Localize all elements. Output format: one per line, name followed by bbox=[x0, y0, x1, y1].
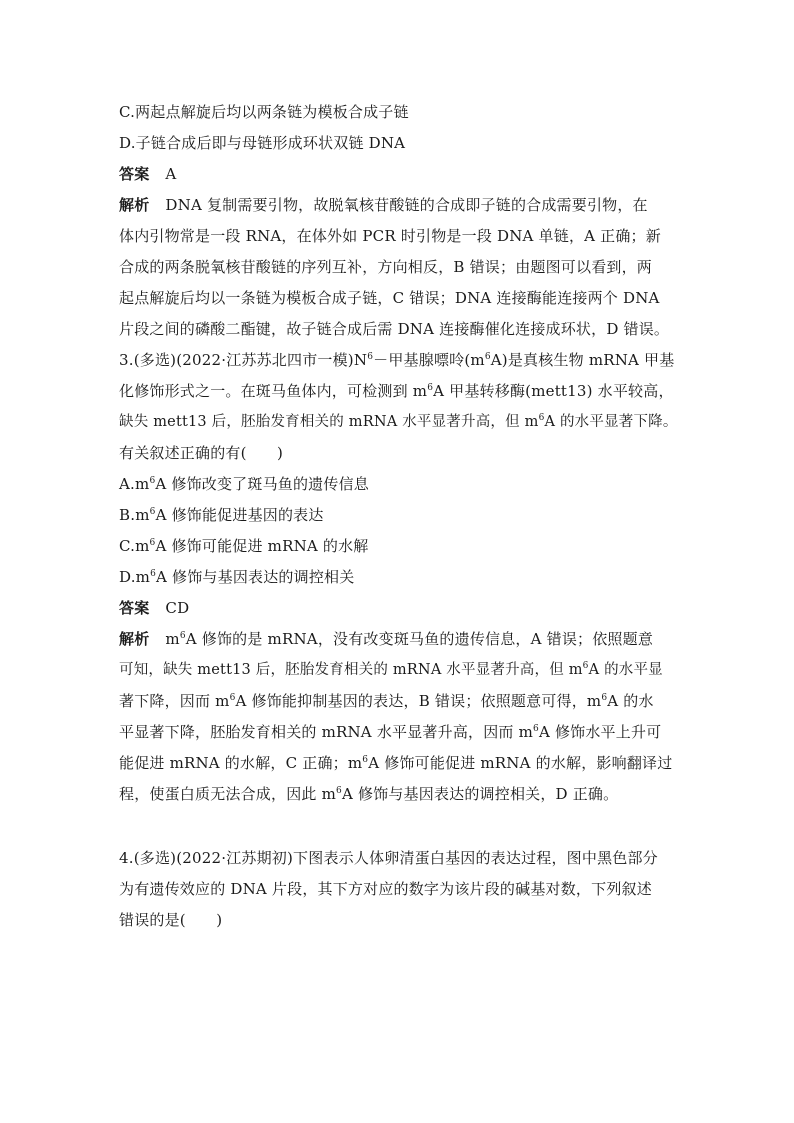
q3-analysis-line: 程，使蛋白质无法合成，因此 $m^6A$ 修饰与基因表达的调控相关，D 正确。 bbox=[119, 785, 619, 803]
q3-answer-line bbox=[119, 598, 679, 618]
q3-stem-line: 有关叙述正确的有( ) bbox=[119, 444, 284, 462]
q4-stem-line: 4.(多选)(2022·江苏期初)下图表示人体卵清蛋白基因的表达过程，图中黑色部分 bbox=[119, 849, 658, 867]
analysis-label: 解析 bbox=[119, 196, 150, 214]
q3-analysis-line: 平显著下降，胚胎发育相关的 mRNA 水平显著升高，因而 $m^6A$ 修饰水平上升可 bbox=[119, 723, 662, 741]
answer-label: 答案 bbox=[119, 599, 150, 617]
answer-label: 答案 bbox=[119, 165, 150, 183]
prev-option-d: D.子链合成后即与母链形成环状双链 DNA bbox=[119, 134, 406, 152]
analysis-label: 解析 bbox=[119, 630, 150, 648]
q3-analysis-line: 能促进 mRNA 的水解，C 正确；$m^6A$ 修饰可能促进 mRNA 的水解，影响翻译过 bbox=[119, 754, 673, 772]
q3-stem-line: 化修饰形式之一。在斑马鱼体内，可检测到 $m^6A$ 甲基转移酶(mett13) 水平较高， bbox=[119, 382, 674, 400]
prev-analysis-text: DNA 复制需要引物，故脱氧核苷酸链的合成即子链的合成需要引物，在 bbox=[165, 196, 648, 214]
prev-analysis-line: 合成的两条脱氧核苷酸链的序列互补，方向相反，B 错误；由题图可以看到，两 bbox=[119, 258, 652, 276]
q3-option-d: $D.m^6A$ 修饰与基因表达的调控相关 bbox=[119, 568, 355, 586]
prev-answer-value: A bbox=[165, 165, 177, 183]
prev-analysis-line: 片段之间的磷酸二酯键，故子链合成后需 DNA 连接酶催化连接成环状，D 错误。 bbox=[119, 320, 670, 338]
q3-option-c: $C.m^6A$ 修饰可能促进 mRNA 的水解 bbox=[119, 537, 369, 555]
prev-answer-line bbox=[119, 164, 679, 184]
prev-analysis-line: 起点解旋后均以一条链为模板合成子链，C 错误；DNA 连接酶能连接两个 DNA bbox=[119, 289, 660, 307]
prev-analysis-line: 体内引物常是一段 RNA，在体外如 PCR 时引物是一段 DNA 单链，A 正确；新 bbox=[119, 227, 661, 245]
q3-option-b: $B.m^6A$ 修饰能促进基因的表达 bbox=[119, 506, 324, 524]
prev-option-c: C.两起点解旋后均以两条链为模板合成子链 bbox=[119, 103, 409, 121]
q4-stem-line: 错误的是( ) bbox=[119, 911, 223, 929]
q3-stem-line: 3.(多选)(2022·江苏苏北四市一模)$N^6-$甲基腺嘌呤$(m^6A)$是真核生物 mRNA 甲基 bbox=[119, 351, 675, 369]
q3-analysis-line: 著下降，因而 $m^6A$ 修饰能抑制基因的表达，B 错误；依照题意可得，$m^6A$ 的水 bbox=[119, 692, 654, 710]
prev-analysis-line bbox=[119, 195, 679, 215]
q3-stem-line: 缺失 mett13 后，胚胎发育相关的 mRNA 水平显著升高，但 $m^6A$ 的水平显著下降。 bbox=[119, 413, 678, 430]
q3-answer-value: CD bbox=[165, 599, 190, 617]
q3-analysis-line bbox=[119, 629, 679, 649]
q3-analysis-text: $m^6A$ 修饰的是 mRNA，没有改变斑马鱼的遗传信息，A 错误；依照题意 bbox=[165, 630, 654, 648]
q3-analysis-line: 可知，缺失 mett13 后，胚胎发育相关的 mRNA 水平显著升高，但 $m^6A$ 的水平显 bbox=[119, 661, 663, 678]
q3-option-a: $A.m^6A$ 修饰改变了斑马鱼的遗传信息 bbox=[119, 475, 369, 493]
q4-stem-line: 为有遗传效应的 DNA 片段，其下方对应的数字为该片段的碱基对数，下列叙述 bbox=[119, 880, 652, 898]
